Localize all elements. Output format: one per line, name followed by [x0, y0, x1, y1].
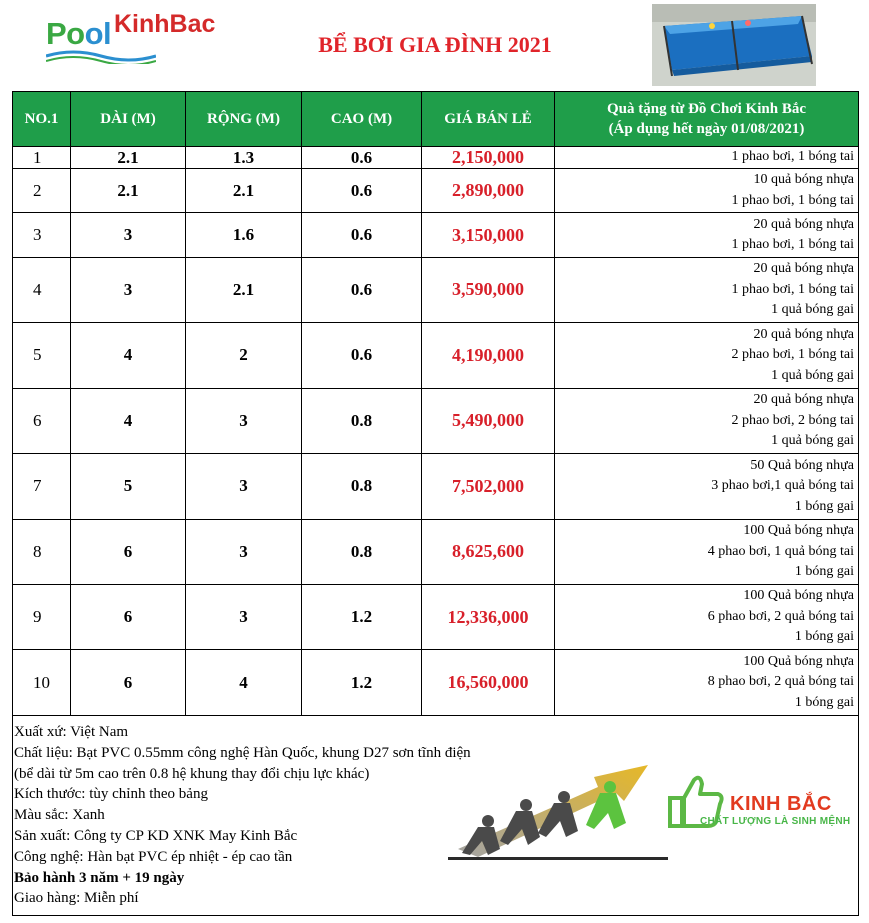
info-line: Sản xuất: Công ty CP KD XNK May Kinh Bắc [14, 827, 298, 844]
cell-width: 2.1 [186, 257, 302, 322]
table-header-row [13, 92, 859, 147]
header-length: DÀI (M) [71, 92, 186, 147]
cell-height: 0.6 [302, 147, 422, 169]
logo-pool-part-1: Po [46, 16, 85, 51]
info-line: Giao hàng: Miễn phí [14, 890, 139, 907]
cell-height: 0.8 [302, 388, 422, 453]
table-row [13, 650, 859, 716]
runners-graphic [448, 757, 668, 866]
cell-price: 3,150,000 [422, 213, 555, 257]
table-row [13, 454, 859, 519]
gift-line: 2 phao bơi, 1 bóng tai [731, 347, 854, 363]
cell-width: 1.6 [186, 213, 302, 257]
header-price: GIÁ BÁN LẺ [422, 92, 555, 147]
logo-brand-text: KinhBac [114, 10, 216, 38]
table-row [13, 388, 859, 453]
table-row [13, 519, 859, 584]
info-line: Kích thước: tùy chỉnh theo bảng [14, 786, 208, 803]
cell-gift [555, 213, 859, 257]
cell-width: 1.3 [186, 147, 302, 169]
product-info-list [14, 722, 471, 909]
cell-no: 2 [13, 169, 71, 213]
header-gift [555, 92, 859, 147]
cell-gift [555, 169, 859, 213]
pool-kinhbac-logo [46, 6, 236, 68]
gift-line: 1 phao bơi, 1 bóng tai [731, 281, 854, 297]
gift-line: 20 quả bóng nhựa [753, 261, 854, 277]
cell-height: 0.6 [302, 257, 422, 322]
header-gift-title: Quà tặng từ Đồ Chơi Kinh Bắc [606, 101, 806, 117]
table-row [13, 585, 859, 650]
gift-line: 2 phao bơi, 2 bóng tai [731, 412, 854, 428]
info-line: Bảo hành 3 năm + 19 ngày [14, 869, 185, 886]
cell-height: 1.2 [302, 585, 422, 650]
gift-line: 50 Quả bóng nhựa [750, 457, 854, 473]
table-row [13, 147, 859, 169]
table-row [13, 257, 859, 322]
info-line: Xuất xứ: Việt Nam [14, 724, 129, 740]
cell-width: 3 [186, 454, 302, 519]
gift-line: 6 phao bơi, 2 quả bóng tai [707, 608, 854, 624]
gift-line: 10 quả bóng nhựa [753, 172, 854, 188]
cell-length: 6 [71, 519, 186, 584]
cell-length: 6 [71, 650, 186, 716]
table-row [13, 323, 859, 388]
cell-no: 6 [13, 388, 71, 453]
cell-no: 5 [13, 323, 71, 388]
info-line: (bể dài từ 5m cao trên 0.8 hệ khung thay đổi chịu lực khác) [14, 765, 370, 782]
cell-price: 2,150,000 [422, 147, 555, 169]
cell-gift [555, 650, 859, 716]
cell-length: 4 [71, 388, 186, 453]
cell-length: 3 [71, 257, 186, 322]
pool-product-photo [652, 4, 816, 86]
cell-gift [555, 323, 859, 388]
cell-price: 12,336,000 [422, 585, 555, 650]
header-gift-date: (Áp dụng hết ngày 01/08/2021) [608, 121, 805, 137]
cell-height: 0.6 [302, 213, 422, 257]
cell-price: 7,502,000 [422, 454, 555, 519]
cell-no: 10 [13, 650, 71, 716]
logo-wave-icon [46, 48, 156, 64]
price-table [12, 91, 859, 716]
cell-price: 5,490,000 [422, 388, 555, 453]
header-height: CAO (M) [302, 92, 422, 147]
cell-no: 3 [13, 213, 71, 257]
table-row [13, 169, 859, 213]
cell-price: 3,590,000 [422, 257, 555, 322]
gift-line: 1 quả bóng gai [771, 433, 854, 449]
cell-gift [555, 147, 859, 169]
cell-no: 7 [13, 454, 71, 519]
logo-pool-text [46, 16, 111, 52]
cell-width: 3 [186, 388, 302, 453]
cell-no: 1 [13, 147, 71, 169]
cell-width: 2.1 [186, 169, 302, 213]
gift-line: 1 quả bóng gai [771, 367, 854, 383]
cell-price: 2,890,000 [422, 169, 555, 213]
cell-height: 0.8 [302, 454, 422, 519]
cell-gift [555, 388, 859, 453]
cell-height: 0.8 [302, 519, 422, 584]
page-title: BỂ BƠI GIA ĐÌNH 2021 [318, 32, 552, 57]
gift-line: 3 phao bơi,1 quả bóng tai [711, 478, 854, 494]
cell-price: 16,560,000 [422, 650, 555, 716]
cell-length: 4 [71, 323, 186, 388]
cell-height: 1.2 [302, 650, 422, 716]
cell-length: 6 [71, 585, 186, 650]
cell-length: 3 [71, 213, 186, 257]
cell-gift [555, 454, 859, 519]
cell-width: 4 [186, 650, 302, 716]
cell-height: 0.6 [302, 169, 422, 213]
cell-width: 3 [186, 519, 302, 584]
gift-line: 100 Quả bóng nhựa [743, 523, 854, 539]
cell-no: 4 [13, 257, 71, 322]
gift-line: 20 quả bóng nhựa [753, 326, 854, 342]
cell-gift [555, 519, 859, 584]
cell-height: 0.6 [302, 323, 422, 388]
gift-line: 1 bóng gai [794, 564, 854, 580]
cell-price: 4,190,000 [422, 323, 555, 388]
gift-line: 1 quả bóng gai [771, 302, 854, 318]
info-line: Màu sắc: Xanh [14, 807, 105, 824]
gift-line: 1 phao bơi, 1 bóng tai [731, 237, 854, 253]
info-line: Công nghệ: Hàn bạt PVC ép nhiệt - ép cao tần [14, 848, 293, 865]
cell-length: 5 [71, 454, 186, 519]
cell-width: 3 [186, 585, 302, 650]
cell-gift [555, 257, 859, 322]
gift-line: 20 quả bóng nhựa [753, 216, 854, 232]
cell-gift [555, 585, 859, 650]
gift-line: 100 Quả bóng nhựa [743, 653, 854, 669]
gift-line: 8 phao bơi, 2 quả bóng tai [707, 674, 854, 690]
gift-line: 20 quả bóng nhựa [753, 392, 854, 408]
gift-line: 100 Quả bóng nhựa [743, 588, 854, 604]
brand-name: KINH BẮC [730, 793, 832, 815]
gift-line: 1 bóng gai [794, 629, 854, 645]
gift-line: 4 phao bơi, 1 quả bóng tai [707, 543, 854, 559]
header-no: NO.1 [13, 92, 71, 147]
cell-length: 2.1 [71, 147, 186, 169]
info-line: Chất liệu: Bạt PVC 0.55mm công nghệ Hàn Quốc, khung D27 sơn tĩnh điện [14, 744, 471, 761]
cell-no: 9 [13, 585, 71, 650]
gift-line: 1 bóng gai [794, 498, 854, 514]
cell-price: 8,625,600 [422, 519, 555, 584]
logo-pool-part-2: ol [84, 16, 112, 51]
brand-slogan: CHẤT LƯỢNG LÀ SINH MỆNH [700, 816, 851, 827]
gift-line: 1 bóng gai [794, 694, 854, 710]
cell-length: 2.1 [71, 169, 186, 213]
cell-no: 8 [13, 519, 71, 584]
table-row [13, 213, 859, 257]
header-width: RỘNG (M) [186, 92, 302, 147]
cell-width: 2 [186, 323, 302, 388]
gift-line: 1 phao bơi, 1 bóng tai [731, 149, 854, 165]
gift-line: 1 phao bơi, 1 bóng tai [731, 192, 854, 208]
